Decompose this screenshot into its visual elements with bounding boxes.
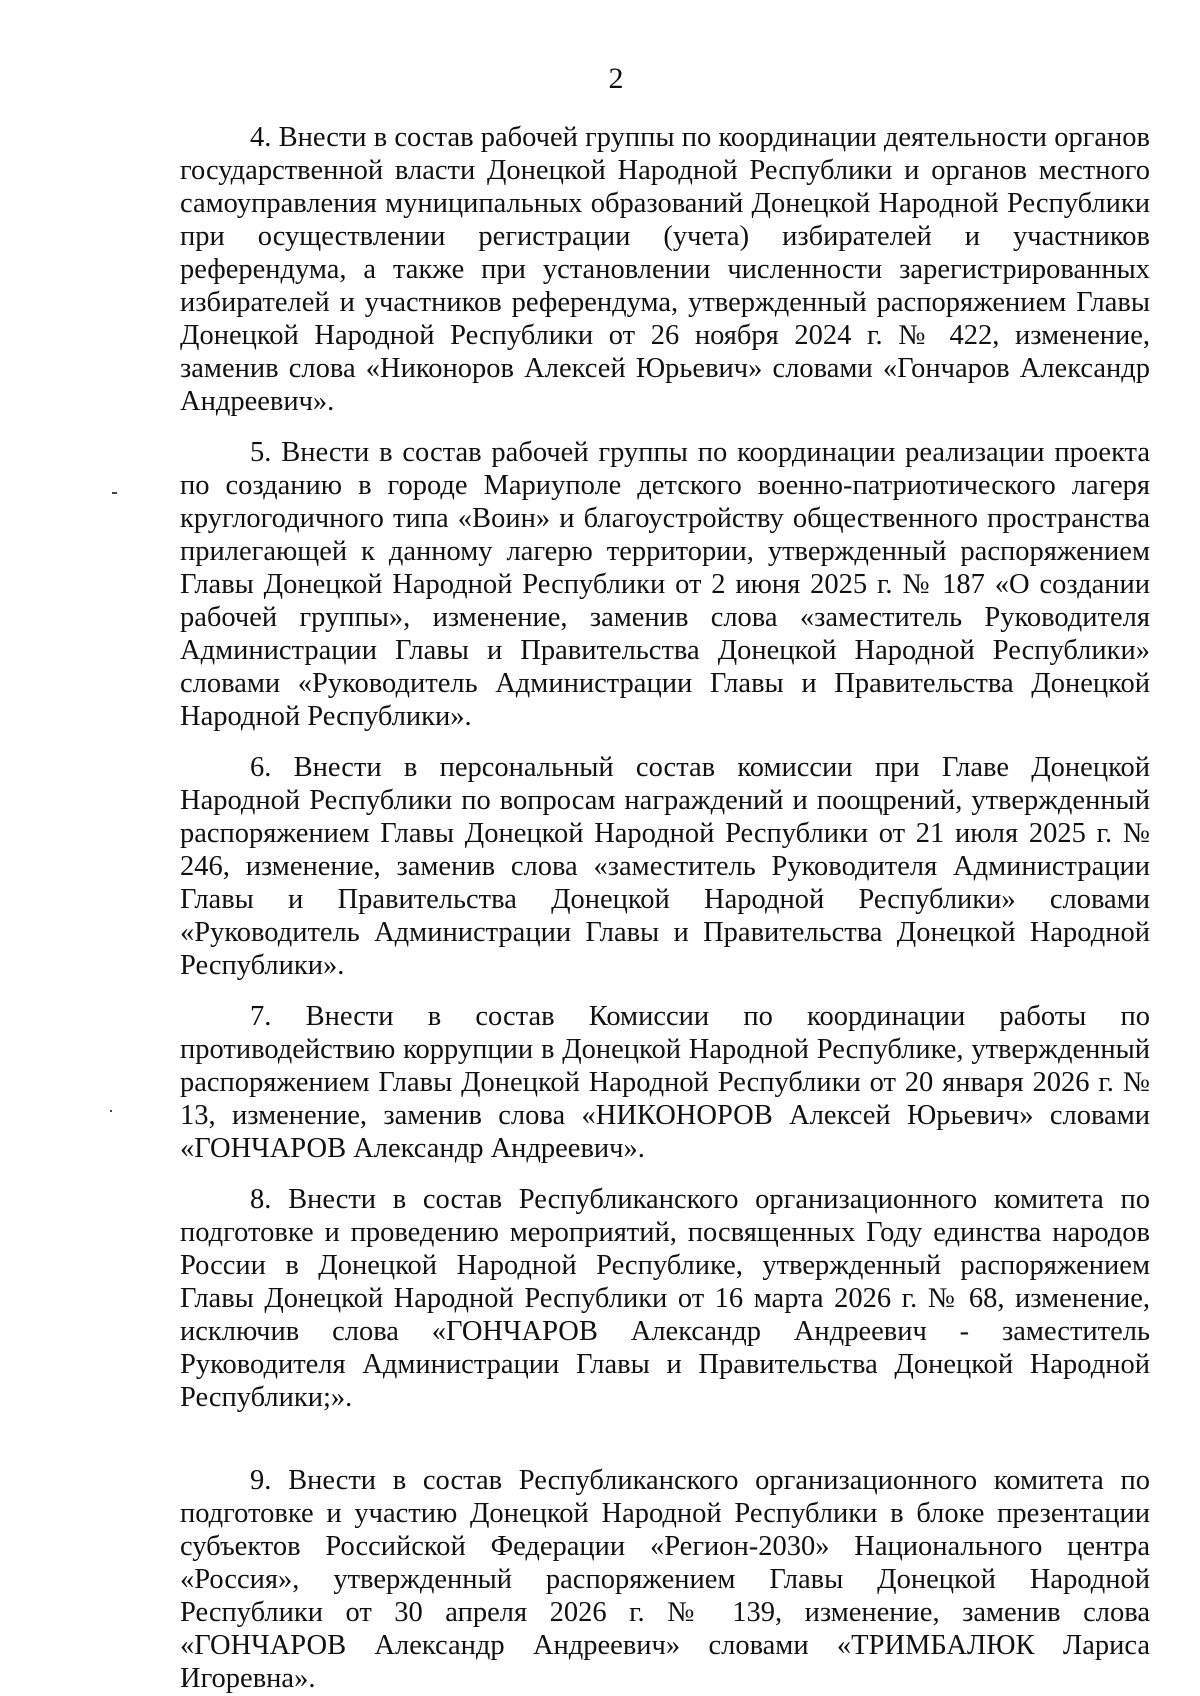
- paragraph-item-4: 4. Внести в состав рабочей группы по координации деятельности органов государственной власти Донецкой Народной Республики и органов местного самоуправления муниципальных образований Донецкой Народной Республики при осуществлении регистрации (учета) избирателей и участников референдума, а также при установлении численности зарегистрированных избирателей и участников референдума, утвержденный распоряжением Главы Донецкой Народной Республики от 26 ноября 2024 г. № 422, изменение, заменив слова «Никоноров Алексей Юрьевич» словами «Гончаров Александр Андреевич».: [180, 122, 1150, 417]
- paragraph-item-8: 8. Внести в состав Республиканского организационного комитета по подготовке и проведению мероприятий, посвященных Году единства народов России в Донецкой Народной Республике, утвержденный распоряжением Главы Донецкой Народной Республики от 16 марта 2026 г. № 68, изменение, исключив слова «ГОНЧАРОВ Александр Андреевич - заместитель Руководителя Администрации Главы и Правительства Донецкой Народной Республики;».: [180, 1184, 1150, 1413]
- paragraph-item-6: 6. Внести в персональный состав комиссии при Главе Донецкой Народной Республики по вопросам награждений и поощрений, утвержденный распоряжением Главы Донецкой Народной Республики от 21 июля 2025 г. № 246, изменение, заменив слова «заместитель Руководителя Администрации Главы и Правительства Донецкой Народной Республики» словами «Руководитель Администрации Главы и Правительства Донецкой Народной Республики».: [180, 752, 1150, 981]
- paragraph-item-5: 5. Внести в состав рабочей группы по координации реализации проекта по созданию в городе Мариуполе детского военно-патриотического лагеря круглогодичного типа «Воин» и благоустройству общественного пространства прилегающей к данному лагерю территории, утвержденный распоряжением Главы Донецкой Народной Республики от 2 июня 2025 г. № 187 «О создании рабочей группы», изменение, заменив слова «заместитель Руководителя Администрации Главы и Правительства Донецкой Народной Республики» словами «Руководитель Администрации Главы и Правительства Донецкой Народной Республики».: [180, 437, 1150, 732]
- document-body: [180, 121, 1150, 1695]
- scan-artifact-mark: [112, 492, 117, 494]
- paragraph-item-9: 9. Внести в состав Республиканского организационного комитета по подготовке и участию Донецкой Народной Республики в блоке презентации субъектов Российской Федерации «Регион-2030» Национального центра «Россия», утвержденный распоряжением Главы Донецкой Народной Республики от 30 апреля 2026 г. № 139, изменение, заменив слова «ГОНЧАРОВ Александр Андреевич» словами «ТРИМБАЛЮК Лариса Игоревна».: [180, 1465, 1150, 1694]
- page-number: 2: [608, 62, 624, 95]
- paragraph-item-7: 7. Внести в состав Комиссии по координации работы по противодействию коррупции в Донецкой Народной Республике, утвержденный распоряжением Главы Донецкой Народной Республики от 20 января 2026 г. № 13, изменение, заменив слова «НИКОНОРОВ Алексей Юрьевич» словами «ГОНЧАРОВ Александр Андреевич».: [180, 1001, 1150, 1164]
- scan-artifact-mark: [110, 1110, 112, 1112]
